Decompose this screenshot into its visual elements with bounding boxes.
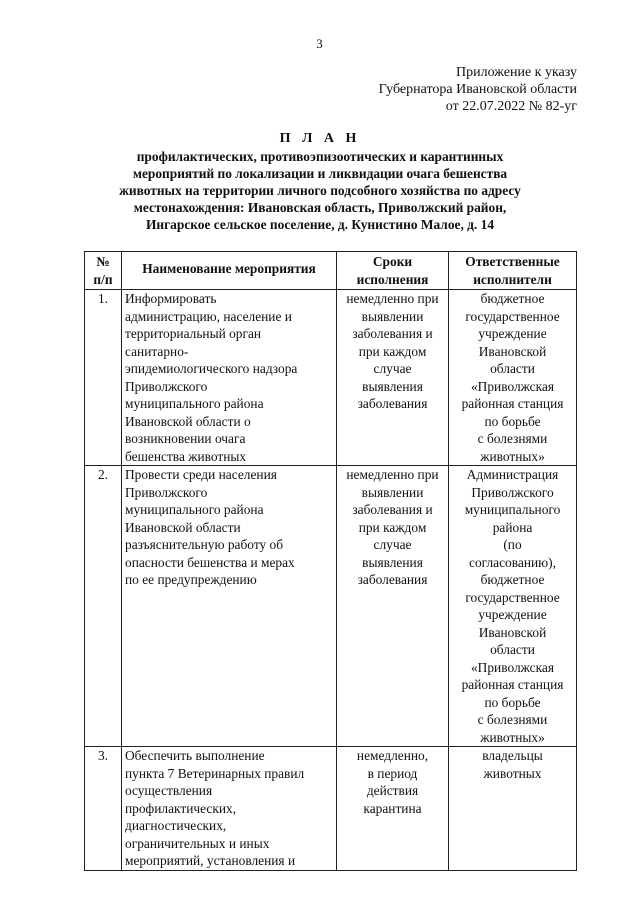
action-line: Ивановской области [125, 519, 241, 535]
action-line: диагностических, [125, 818, 227, 833]
action-cell [122, 466, 337, 747]
responsible-line: Ивановской [478, 624, 547, 640]
action-line: пункта 7 Ветеринарных правил [125, 765, 305, 781]
deadline-line: выявления [362, 554, 423, 570]
deadline-line: немедленно, [356, 748, 429, 763]
responsible-line: Ивановской [478, 343, 547, 359]
table-body [85, 290, 577, 871]
header-responsible-line: исполнители [473, 271, 552, 287]
deadline-line: действия [366, 783, 419, 798]
responsible-line: учреждение [478, 326, 547, 341]
action-line: Обеспечить выполнение [125, 748, 265, 763]
action-cell [122, 290, 337, 466]
row-number: 1. [85, 290, 122, 466]
header-num-line: п/п [93, 271, 113, 287]
action-cell [122, 747, 337, 871]
responsible-line: животных» [480, 729, 545, 745]
table-row [85, 466, 577, 747]
action-line: осуществления [125, 783, 213, 798]
deadline-line: выявлении [361, 484, 424, 500]
table-row [85, 290, 577, 466]
plan-title: П Л А Н [279, 131, 361, 146]
responsible-line: с болезнями [477, 431, 548, 446]
action-line: Ивановской области о [125, 413, 251, 429]
responsible-line: по борьбе [484, 694, 541, 710]
responsible-line: области [490, 361, 535, 376]
header-num-line: № [96, 254, 110, 269]
action-line: разъяснительную работу об [125, 537, 284, 552]
deadline-line: заболевания и [352, 326, 433, 341]
action-line: санитарно- [125, 343, 189, 359]
responsible-cell [449, 466, 577, 747]
responsible-line: по борьбе [484, 413, 541, 429]
deadline-line: при каждом [358, 343, 427, 359]
responsible-line: районная станция [461, 677, 564, 692]
responsible-cell [449, 290, 577, 466]
deadline-line: заболевания [357, 572, 428, 587]
header-responsible-line: Ответственные [465, 254, 560, 269]
responsible-cell [449, 747, 577, 871]
action-line: Приволжского [125, 378, 208, 394]
action-line: Приволжского [125, 484, 208, 500]
action-line: администрацию, население и [125, 308, 292, 324]
deadline-cell [337, 290, 449, 466]
header-name [122, 252, 337, 290]
deadline-line: заболевания и [352, 502, 433, 517]
action-line: профилактических, [125, 800, 237, 816]
deadline-cell [337, 747, 449, 871]
header-num [85, 252, 122, 290]
deadline-line: карантина [363, 800, 422, 816]
action-line: опасности бешенства и мерах [125, 554, 295, 570]
responsible-line: «Приволжская [470, 378, 555, 394]
responsible-line: района [492, 519, 533, 535]
action-line: Информировать [125, 291, 217, 306]
appendix-line: Приложение к указу [456, 65, 577, 80]
responsible-line: с болезнями [477, 712, 548, 727]
action-line: мероприятий, установления и [125, 853, 296, 868]
responsible-line: Администрация [466, 467, 559, 482]
page-number: 3 [316, 36, 323, 51]
responsible-line: владельцы [482, 748, 543, 763]
header-deadline-line: исполнения [356, 271, 429, 287]
responsible-line: животных [483, 765, 542, 781]
deadline-line: немедленно при [346, 291, 439, 306]
table-header-row [85, 252, 577, 290]
responsible-line: «Приволжская [470, 659, 555, 675]
table-row [85, 747, 577, 871]
deadline-line: при каждом [358, 519, 427, 535]
action-line: Провести среди населения [125, 467, 277, 482]
plan-subtitle-line: животных на территории личного подсобного хозяйства по адресу [119, 183, 521, 198]
plan-subtitle [90, 148, 550, 233]
responsible-line: согласованию), [469, 554, 556, 570]
appendix-line: Губернатора Ивановской области [378, 82, 577, 97]
action-line: по ее предупреждению [125, 572, 257, 587]
deadline-cell [337, 466, 449, 747]
deadline-line: немедленно при [346, 467, 439, 482]
deadline-line: заболевания [357, 396, 428, 411]
deadline-line: выявления [362, 378, 423, 394]
responsible-line: Приволжского [471, 484, 554, 500]
responsible-line: бюджетное [480, 291, 545, 306]
plan-subtitle-line: местонахождения: Ивановская область, Приволжский район, [133, 200, 507, 215]
responsible-line: государственное [465, 308, 560, 324]
action-line: территориальный орган [125, 326, 262, 341]
deadline-line: случае [373, 361, 412, 376]
responsible-line: районная станция [461, 396, 564, 411]
plan-subtitle-line: Ингарское сельское поселение, д. Кунистино Малое, д. 14 [145, 217, 495, 232]
action-line: бешенства животных [125, 448, 247, 464]
responsible-line: (по [503, 537, 522, 552]
action-line: эпидемиологического надзора [125, 361, 298, 376]
action-line: муниципального района [125, 502, 264, 517]
action-line: возникновении очага [125, 431, 246, 446]
deadline-line: случае [373, 537, 412, 552]
header-deadline-line: Сроки [372, 254, 413, 269]
responsible-line: области [490, 642, 535, 657]
responsible-line: животных» [480, 448, 545, 464]
deadline-line: выявлении [361, 308, 424, 324]
appendix-note [379, 64, 577, 115]
measures-table [84, 251, 577, 871]
plan-title-block [90, 130, 550, 233]
header-responsible [449, 252, 577, 290]
plan-subtitle-line: мероприятий по локализации и ликвидации очага бешенства [132, 166, 508, 181]
action-line: ограничительных и иных [125, 835, 270, 851]
responsible-line: бюджетное [480, 572, 545, 587]
responsible-line: муниципального [464, 502, 561, 517]
row-number: 3. [85, 747, 122, 871]
action-line: муниципального района [125, 396, 264, 411]
appendix-line: от 22.07.2022 № 82-уг [445, 99, 577, 114]
header-name-line: Наименование мероприятия [142, 261, 316, 276]
plan-subtitle-line: профилактических, противоэпизоотических и карантинных [136, 149, 504, 164]
header-deadline [337, 252, 449, 290]
responsible-line: учреждение [478, 607, 547, 622]
responsible-line: государственное [465, 589, 560, 605]
row-number: 2. [85, 466, 122, 747]
deadline-line: в период [367, 765, 418, 781]
